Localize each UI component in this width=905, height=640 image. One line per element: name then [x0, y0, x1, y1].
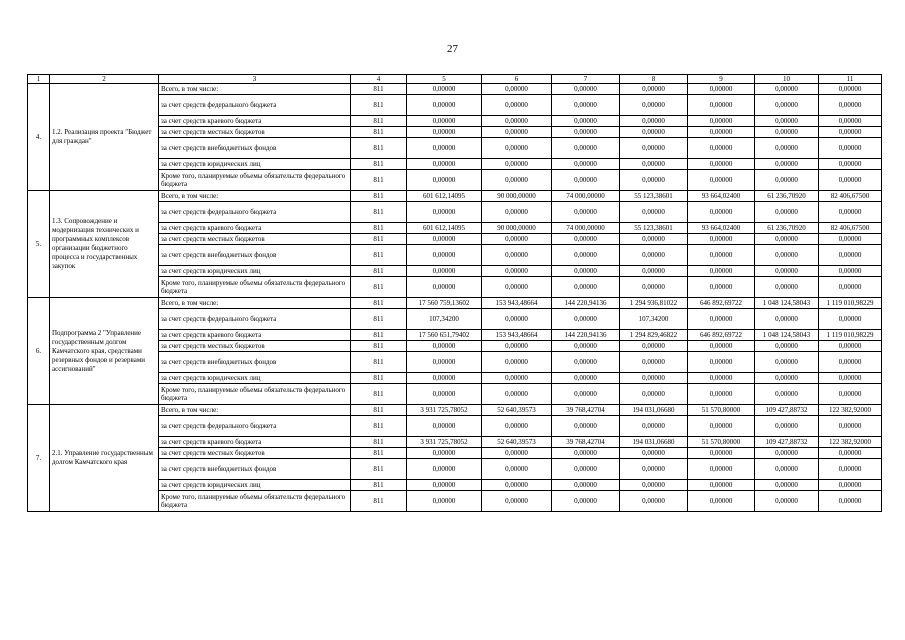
amount-cell: 0,00000	[407, 138, 482, 159]
amount-cell: 0,00000	[482, 95, 552, 116]
amount-cell: 0,00000	[755, 116, 819, 127]
amount-cell: 0,00000	[755, 170, 819, 191]
amount-cell: 0,00000	[407, 116, 482, 127]
funding-source-cell: за счет средств федерального бюджета	[159, 202, 351, 223]
amount-cell: 0,00000	[620, 384, 688, 405]
funding-source-cell: за счет средств краевого бюджета	[159, 223, 351, 234]
amount-cell: 0,00000	[552, 416, 620, 437]
amount-cell: 153 943,48664	[482, 298, 552, 309]
measure-name-cell: 1.2. Реализация проекта "Бюджет для граждан"	[50, 84, 159, 191]
code-cell: 811	[351, 234, 407, 245]
row-number-cell: 4.	[28, 84, 50, 191]
amount-cell: 0,00000	[482, 266, 552, 277]
amount-cell: 0,00000	[819, 277, 882, 298]
amount-cell: 1 294 936,81022	[620, 298, 688, 309]
amount-cell: 0,00000	[552, 277, 620, 298]
funding-source-cell: за счет средств краевого бюджета	[159, 330, 351, 341]
amount-cell: 0,00000	[755, 384, 819, 405]
amount-cell: 0,00000	[819, 373, 882, 384]
amount-cell: 61 236,70920	[755, 223, 819, 234]
header-cell: 2	[50, 75, 159, 84]
amount-cell: 39 768,42704	[552, 437, 620, 448]
amount-cell: 0,00000	[819, 202, 882, 223]
amount-cell: 0,00000	[688, 341, 755, 352]
amount-cell: 0,00000	[819, 384, 882, 405]
header-cell: 7	[552, 75, 620, 84]
funding-source-cell: за счет средств местных бюджетов	[159, 341, 351, 352]
amount-cell: 0,00000	[688, 170, 755, 191]
amount-cell: 1 119 010,98229	[819, 298, 882, 309]
row-number-cell: 6.	[28, 298, 50, 405]
amount-cell: 0,00000	[552, 384, 620, 405]
amount-cell: 0,00000	[620, 341, 688, 352]
funding-source-cell: за счет средств федерального бюджета	[159, 95, 351, 116]
header-cell: 1	[28, 75, 50, 84]
code-cell: 811	[351, 416, 407, 437]
amount-cell: 0,00000	[620, 202, 688, 223]
header-row	[28, 75, 882, 84]
amount-cell: 0,00000	[620, 266, 688, 277]
amount-cell: 0,00000	[755, 448, 819, 459]
funding-source-cell: Всего, в том числе:	[159, 84, 351, 95]
table-row	[28, 298, 882, 309]
funding-source-cell: Кроме того, планируемые объемы обязательств федерального бюджета	[159, 491, 351, 512]
amount-cell: 55 123,38601	[620, 191, 688, 202]
amount-cell: 0,00000	[620, 84, 688, 95]
amount-cell: 0,00000	[482, 84, 552, 95]
amount-cell: 0,00000	[755, 266, 819, 277]
code-cell: 811	[351, 223, 407, 234]
amount-cell: 0,00000	[688, 116, 755, 127]
amount-cell: 0,00000	[552, 266, 620, 277]
amount-cell: 0,00000	[482, 234, 552, 245]
amount-cell: 0,00000	[407, 95, 482, 116]
amount-cell: 0,00000	[755, 480, 819, 491]
amount-cell: 109 427,88732	[755, 437, 819, 448]
code-cell: 811	[351, 459, 407, 480]
amount-cell: 1 294 829,46822	[620, 330, 688, 341]
funding-source-cell: Кроме того, планируемые объемы обязательств федерального бюджета	[159, 277, 351, 298]
amount-cell: 0,00000	[819, 245, 882, 266]
amount-cell: 601 612,14095	[407, 191, 482, 202]
funding-source-cell: за счет средств местных бюджетов	[159, 127, 351, 138]
amount-cell: 0,00000	[482, 459, 552, 480]
amount-cell: 0,00000	[482, 480, 552, 491]
amount-cell: 0,00000	[755, 309, 819, 330]
amount-cell: 0,00000	[482, 170, 552, 191]
amount-cell: 82 406,67500	[819, 223, 882, 234]
amount-cell: 0,00000	[755, 234, 819, 245]
amount-cell: 0,00000	[755, 95, 819, 116]
amount-cell: 0,00000	[407, 448, 482, 459]
amount-cell: 0,00000	[552, 245, 620, 266]
amount-cell: 61 236,70920	[755, 191, 819, 202]
amount-cell: 0,00000	[407, 384, 482, 405]
code-cell: 811	[351, 384, 407, 405]
amount-cell: 107,34200	[620, 309, 688, 330]
amount-cell: 0,00000	[620, 138, 688, 159]
amount-cell: 0,00000	[620, 116, 688, 127]
funding-source-cell: Всего, в том числе:	[159, 298, 351, 309]
amount-cell: 0,00000	[407, 373, 482, 384]
amount-cell: 0,00000	[819, 491, 882, 512]
amount-cell: 0,00000	[482, 491, 552, 512]
amount-cell: 0,00000	[755, 127, 819, 138]
amount-cell: 0,00000	[407, 127, 482, 138]
code-cell: 811	[351, 491, 407, 512]
amount-cell: 0,00000	[755, 352, 819, 373]
funding-source-cell: за счет средств внебюджетных фондов	[159, 245, 351, 266]
amount-cell: 122 382,92000	[819, 405, 882, 416]
amount-cell: 0,00000	[819, 138, 882, 159]
code-cell: 811	[351, 330, 407, 341]
row-number-cell: 5.	[28, 191, 50, 298]
amount-cell: 0,00000	[688, 266, 755, 277]
code-cell: 811	[351, 352, 407, 373]
funding-source-cell: за счет средств краевого бюджета	[159, 437, 351, 448]
amount-cell: 0,00000	[819, 480, 882, 491]
amount-cell: 0,00000	[688, 309, 755, 330]
funding-source-cell: за счет средств федерального бюджета	[159, 416, 351, 437]
funding-source-cell: за счет средств местных бюджетов	[159, 234, 351, 245]
amount-cell: 0,00000	[407, 277, 482, 298]
amount-cell: 0,00000	[688, 384, 755, 405]
amount-cell: 0,00000	[407, 416, 482, 437]
amount-cell: 0,00000	[552, 84, 620, 95]
amount-cell: 55 123,38601	[620, 223, 688, 234]
amount-cell: 0,00000	[819, 234, 882, 245]
amount-cell: 0,00000	[688, 480, 755, 491]
amount-cell: 0,00000	[755, 491, 819, 512]
amount-cell: 0,00000	[552, 234, 620, 245]
amount-cell: 0,00000	[407, 234, 482, 245]
amount-cell: 0,00000	[482, 384, 552, 405]
code-cell: 811	[351, 127, 407, 138]
amount-cell: 0,00000	[688, 127, 755, 138]
amount-cell: 0,00000	[620, 448, 688, 459]
amount-cell: 52 640,39573	[482, 437, 552, 448]
amount-cell: 0,00000	[620, 373, 688, 384]
amount-cell: 0,00000	[819, 352, 882, 373]
amount-cell: 0,00000	[688, 138, 755, 159]
amount-cell: 0,00000	[552, 138, 620, 159]
amount-cell: 0,00000	[620, 352, 688, 373]
amount-cell: 0,00000	[755, 159, 819, 170]
amount-cell: 0,00000	[482, 416, 552, 437]
amount-cell: 0,00000	[688, 234, 755, 245]
amount-cell: 0,00000	[552, 448, 620, 459]
amount-cell: 0,00000	[688, 448, 755, 459]
amount-cell: 0,00000	[552, 159, 620, 170]
amount-cell: 0,00000	[482, 277, 552, 298]
code-cell: 811	[351, 405, 407, 416]
amount-cell: 0,00000	[819, 416, 882, 437]
header-cell: 11	[819, 75, 882, 84]
amount-cell: 0,00000	[552, 116, 620, 127]
amount-cell: 1 119 010,98229	[819, 330, 882, 341]
code-cell: 811	[351, 95, 407, 116]
code-cell: 811	[351, 309, 407, 330]
amount-cell: 52 640,39573	[482, 405, 552, 416]
amount-cell: 0,00000	[755, 245, 819, 266]
funding-source-cell: за счет средств внебюджетных фондов	[159, 352, 351, 373]
amount-cell: 3 931 725,78052	[407, 405, 482, 416]
amount-cell: 194 031,06680	[620, 405, 688, 416]
code-cell: 811	[351, 170, 407, 191]
amount-cell: 0,00000	[407, 202, 482, 223]
code-cell: 811	[351, 277, 407, 298]
amount-cell: 601 612,14095	[407, 223, 482, 234]
amount-cell: 0,00000	[688, 491, 755, 512]
amount-cell: 153 943,48664	[482, 330, 552, 341]
amount-cell: 0,00000	[620, 245, 688, 266]
amount-cell: 0,00000	[407, 159, 482, 170]
amount-cell: 0,00000	[819, 266, 882, 277]
amount-cell: 0,00000	[552, 491, 620, 512]
amount-cell: 0,00000	[407, 170, 482, 191]
header-cell: 6	[482, 75, 552, 84]
header-cell: 10	[755, 75, 819, 84]
amount-cell: 0,00000	[688, 95, 755, 116]
amount-cell: 0,00000	[482, 352, 552, 373]
amount-cell: 0,00000	[620, 491, 688, 512]
amount-cell: 17 560 651,79402	[407, 330, 482, 341]
funding-source-cell: Кроме того, планируемые объемы обязательств федерального бюджета	[159, 170, 351, 191]
amount-cell: 0,00000	[482, 159, 552, 170]
amount-cell: 0,00000	[407, 459, 482, 480]
amount-cell: 0,00000	[688, 245, 755, 266]
amount-cell: 0,00000	[552, 170, 620, 191]
table-row	[28, 405, 882, 416]
amount-cell: 646 892,69722	[688, 298, 755, 309]
amount-cell: 0,00000	[482, 127, 552, 138]
funding-source-cell: за счет средств внебюджетных фондов	[159, 459, 351, 480]
amount-cell: 0,00000	[819, 459, 882, 480]
amount-cell: 0,00000	[688, 202, 755, 223]
amount-cell: 93 664,02400	[688, 223, 755, 234]
amount-cell: 0,00000	[819, 170, 882, 191]
amount-cell: 0,00000	[482, 116, 552, 127]
header-cell: 8	[620, 75, 688, 84]
code-cell: 811	[351, 341, 407, 352]
amount-cell: 0,00000	[552, 95, 620, 116]
code-cell: 811	[351, 202, 407, 223]
amount-cell: 0,00000	[552, 341, 620, 352]
amount-cell: 0,00000	[755, 138, 819, 159]
amount-cell: 0,00000	[482, 373, 552, 384]
code-cell: 811	[351, 373, 407, 384]
amount-cell: 17 560 759,13602	[407, 298, 482, 309]
amount-cell: 646 892,69722	[688, 330, 755, 341]
amount-cell: 0,00000	[482, 202, 552, 223]
amount-cell: 0,00000	[819, 159, 882, 170]
amount-cell: 0,00000	[819, 116, 882, 127]
amount-cell: 0,00000	[819, 84, 882, 95]
code-cell: 811	[351, 245, 407, 266]
amount-cell: 0,00000	[407, 84, 482, 95]
amount-cell: 0,00000	[819, 341, 882, 352]
amount-cell: 0,00000	[552, 459, 620, 480]
funding-source-cell: за счет средств внебюджетных фондов	[159, 138, 351, 159]
amount-cell: 144 220,94136	[552, 330, 620, 341]
amount-cell: 0,00000	[482, 245, 552, 266]
funding-source-cell: за счет средств местных бюджетов	[159, 448, 351, 459]
amount-cell: 109 427,88732	[755, 405, 819, 416]
funding-source-cell: Кроме того, планируемые объемы обязательств федерального бюджета	[159, 384, 351, 405]
amount-cell: 0,00000	[482, 309, 552, 330]
code-cell: 811	[351, 84, 407, 95]
code-cell: 811	[351, 437, 407, 448]
amount-cell: 0,00000	[620, 159, 688, 170]
amount-cell: 93 664,02400	[688, 191, 755, 202]
amount-cell: 90 000,00000	[482, 223, 552, 234]
amount-cell: 0,00000	[819, 127, 882, 138]
funding-source-cell: за счет средств юридических лиц	[159, 373, 351, 384]
amount-cell: 0,00000	[755, 459, 819, 480]
code-cell: 811	[351, 448, 407, 459]
amount-cell: 0,00000	[482, 341, 552, 352]
code-cell: 811	[351, 191, 407, 202]
table-row	[28, 84, 882, 95]
measure-name-cell: 1.3. Сопровождение и модернизация технических и программных комплексов организации бюджетного процесса и государственных закупок	[50, 191, 159, 298]
amount-cell: 0,00000	[755, 202, 819, 223]
amount-cell: 0,00000	[552, 352, 620, 373]
code-cell: 811	[351, 266, 407, 277]
amount-cell: 0,00000	[552, 480, 620, 491]
funding-source-cell: за счет средств юридических лиц	[159, 266, 351, 277]
amount-cell: 0,00000	[620, 127, 688, 138]
amount-cell: 1 048 124,58043	[755, 330, 819, 341]
page-number: 27	[447, 43, 458, 55]
amount-cell: 0,00000	[688, 84, 755, 95]
amount-cell: 0,00000	[819, 95, 882, 116]
amount-cell: 0,00000	[819, 448, 882, 459]
amount-cell: 0,00000	[620, 480, 688, 491]
code-cell: 811	[351, 298, 407, 309]
amount-cell: 0,00000	[688, 159, 755, 170]
amount-cell: 39 768,42704	[552, 405, 620, 416]
amount-cell: 0,00000	[620, 459, 688, 480]
amount-cell: 0,00000	[755, 84, 819, 95]
amount-cell: 0,00000	[552, 127, 620, 138]
amount-cell: 0,00000	[407, 245, 482, 266]
measure-name-cell: Подпрограмма 2 "Управление государственным долгом Камчатского края, средствами резервных фондов и резервами ассигнований"	[50, 298, 159, 405]
code-cell: 811	[351, 116, 407, 127]
header-cell: 5	[407, 75, 482, 84]
amount-cell: 0,00000	[755, 341, 819, 352]
amount-cell: 51 570,80000	[688, 405, 755, 416]
amount-cell: 0,00000	[620, 170, 688, 191]
row-number-cell: 7.	[28, 405, 50, 512]
amount-cell: 90 000,00000	[482, 191, 552, 202]
amount-cell: 0,00000	[620, 277, 688, 298]
amount-cell: 0,00000	[407, 491, 482, 512]
code-cell: 811	[351, 138, 407, 159]
amount-cell: 0,00000	[688, 459, 755, 480]
amount-cell: 0,00000	[620, 95, 688, 116]
amount-cell: 194 031,06680	[620, 437, 688, 448]
amount-cell: 0,00000	[755, 373, 819, 384]
header-cell: 4	[351, 75, 407, 84]
funding-source-cell: Всего, в том числе:	[159, 405, 351, 416]
amount-cell: 0,00000	[688, 277, 755, 298]
code-cell: 811	[351, 480, 407, 491]
amount-cell: 0,00000	[482, 448, 552, 459]
header-cell: 3	[159, 75, 351, 84]
amount-cell: 0,00000	[482, 138, 552, 159]
amount-cell: 0,00000	[819, 309, 882, 330]
amount-cell: 0,00000	[552, 373, 620, 384]
funding-source-cell: за счет средств федерального бюджета	[159, 309, 351, 330]
amount-cell: 0,00000	[755, 277, 819, 298]
amount-cell: 74 000,00000	[552, 191, 620, 202]
amount-cell: 0,00000	[688, 352, 755, 373]
funding-source-cell: за счет средств краевого бюджета	[159, 116, 351, 127]
funding-source-cell: за счет средств юридических лиц	[159, 480, 351, 491]
amount-cell: 51 570,80000	[688, 437, 755, 448]
amount-cell: 0,00000	[407, 341, 482, 352]
amount-cell: 1 048 124,58043	[755, 298, 819, 309]
amount-cell: 0,00000	[688, 416, 755, 437]
amount-cell: 74 000,00000	[552, 223, 620, 234]
funding-source-cell: за счет средств юридических лиц	[159, 159, 351, 170]
amount-cell: 3 931 725,78052	[407, 437, 482, 448]
code-cell: 811	[351, 159, 407, 170]
measure-name-cell: 2.1. Управление государственным долгом Камчатского края	[50, 405, 159, 512]
funding-source-cell: Всего, в том числе:	[159, 191, 351, 202]
amount-cell: 0,00000	[407, 352, 482, 373]
amount-cell: 0,00000	[755, 416, 819, 437]
header-cell: 9	[688, 75, 755, 84]
budget-table	[27, 74, 882, 512]
amount-cell: 0,00000	[407, 266, 482, 277]
amount-cell: 0,00000	[620, 234, 688, 245]
amount-cell: 0,00000	[552, 202, 620, 223]
amount-cell: 0,00000	[407, 480, 482, 491]
amount-cell: 0,00000	[552, 309, 620, 330]
amount-cell: 82 406,67500	[819, 191, 882, 202]
amount-cell: 0,00000	[688, 373, 755, 384]
table-row	[28, 191, 882, 202]
amount-cell: 0,00000	[620, 416, 688, 437]
amount-cell: 122 382,92000	[819, 437, 882, 448]
amount-cell: 107,34200	[407, 309, 482, 330]
amount-cell: 144 220,94136	[552, 298, 620, 309]
